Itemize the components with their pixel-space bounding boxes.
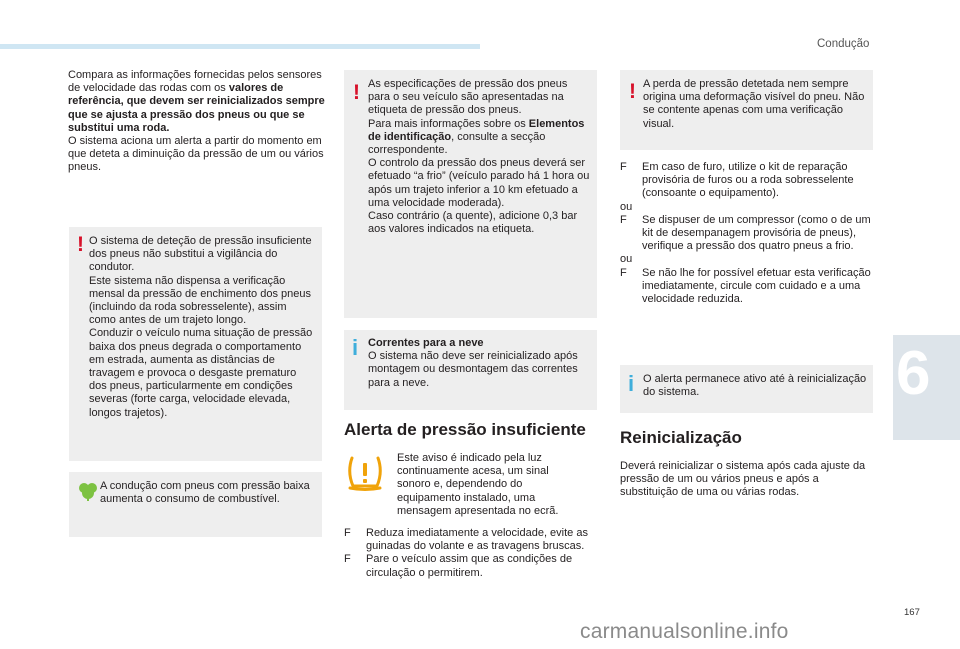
specs-p2-bold: Elementos de identificação	[368, 117, 585, 143]
intro-p1: Compara as informações fornecidas pelos sensores de velocidade das rodas com os	[68, 69, 322, 95]
repair-options-list	[620, 161, 872, 306]
bullet-marker: F	[620, 161, 627, 173]
intro-p2: O sistema aciona um alerta a partir do momento em que deteta a diminuição da pressão de um ou vários pneus.	[68, 135, 324, 174]
warning-icon: !	[629, 80, 636, 103]
warning-icon: !	[77, 233, 84, 256]
bullet-marker: F	[344, 553, 351, 566]
warning-box-specs	[344, 70, 597, 318]
bullet-marker: F	[620, 266, 627, 279]
eco-text: A condução com pneus com pressão baixa aumenta o consumo de combustível.	[100, 480, 310, 506]
specs-p2b: , consulte a secção correspondente.	[368, 130, 546, 157]
bullet-marker: F	[620, 213, 627, 226]
tire-pressure-warning-icon	[344, 452, 386, 492]
section-title-alert: Alerta de pressão insuficiente	[344, 420, 586, 439]
header-accent-bar	[0, 44, 480, 49]
warning-box-pressure-loss	[620, 70, 873, 150]
or-separator: ou	[620, 253, 633, 266]
eco-box	[69, 472, 322, 537]
list-item: F Se dispuser de um compressor (como o de um kit de desempanagem provisória de pneus), verifique a pressão dos quatro pneus a frio.	[620, 213, 871, 253]
info-box-snow-chains	[344, 330, 597, 410]
info-box-alert-active	[620, 365, 873, 413]
eco-leaf-icon	[78, 481, 98, 501]
list-item: F Em caso de furo, utilize o kit de reparação provisória de furos ou a roda sobresselente (consoante o equipamento).	[620, 161, 854, 200]
chapter-tab-number: 6	[896, 339, 931, 408]
or-separator: ou	[620, 200, 633, 213]
info-icon: i	[628, 371, 635, 396]
warning-p2: Este sistema não dispensa a verificação mensal da pressão de enchimento dos pneus (incluindo da roda sobresselente), assim como antes de um trajeto longo.	[89, 274, 311, 327]
warning-p3: Conduzir o veículo numa situação de pressão baixa dos pneus degrada o comportamento em estrada, aumenta as distâncias de travagem e provoca o desgaste prematuro dos pneus, particularmente em condições severas (forte carga, velocidade elevada, longos trajetos).	[89, 327, 313, 419]
list-item: F Pare o veículo assim que as condições de circulação o permitirem.	[344, 553, 573, 579]
warning-icon: !	[353, 81, 360, 104]
snow-chains-title: Correntes para a neve	[368, 337, 484, 349]
section-title-reset: Reinicialização	[620, 428, 742, 447]
intro-text	[68, 69, 326, 175]
specs-p2a: Para mais informações sobre os	[368, 117, 526, 130]
alert-active-text: O alerta permanece ativo até à reinicialização do sistema.	[643, 373, 867, 399]
list-item: F Se não lhe for possível efetuar esta verificação imediatamente, circule com cuidado e a uma velocidade reduzida.	[620, 266, 871, 306]
page-number: 167	[904, 607, 920, 618]
specs-p3: O controlo da pressão dos pneus deverá ser efetuado “a frio” (veículo parado há 1 hora ou após um trajeto inferior a 10 km efetuado a uma velocidade moderada).	[368, 157, 590, 209]
specs-p1: As especificações de pressão dos pneus para o seu veículo são apresentadas na etiqueta de pressão dos pneus.	[368, 78, 568, 117]
info-icon: i	[352, 335, 359, 360]
specs-p4: Caso contrário (a quente), adicione 0,3 bar aos valores indicados na etiqueta.	[368, 210, 578, 236]
intro-p1-bold: valores de referência, que devem ser reinicializados sempre que se ajusta a pressão dos pneus ou que se substitui uma roda.	[68, 82, 325, 134]
alert-icon-description: Este aviso é indicado pela luz continuamente acesa, um sinal sonoro e, dependendo do equipamento instalado, uma mensagem apresentada no ecrã.	[397, 452, 559, 517]
reset-text: Deverá reinicializar o sistema após cada ajuste da pressão de um ou vários pneus e após a substituição de uma ou várias rodas.	[620, 460, 866, 499]
pressure-loss-text: A perda de pressão detetada nem sempre origina uma deformação visível do pneu. Não se contente apenas com uma verificação visual.	[643, 78, 865, 130]
list-item: F Reduza imediatamente a velocidade, evite as guinadas do volante e as travagens bruscas.	[344, 527, 588, 553]
bullet-marker: F	[344, 527, 351, 539]
alert-actions-list	[344, 527, 594, 580]
warning-box-tpms	[69, 227, 322, 461]
chapter-title: Condução	[817, 38, 870, 50]
warning-p1: O sistema de deteção de pressão insuficiente dos pneus não substitui a vigilância do condutor.	[89, 235, 312, 274]
snow-chains-text: O sistema não deve ser reinicializado após montagem ou desmontagem das correntes para a neve.	[368, 350, 578, 389]
watermark: carmanualsonline.info	[580, 620, 789, 643]
